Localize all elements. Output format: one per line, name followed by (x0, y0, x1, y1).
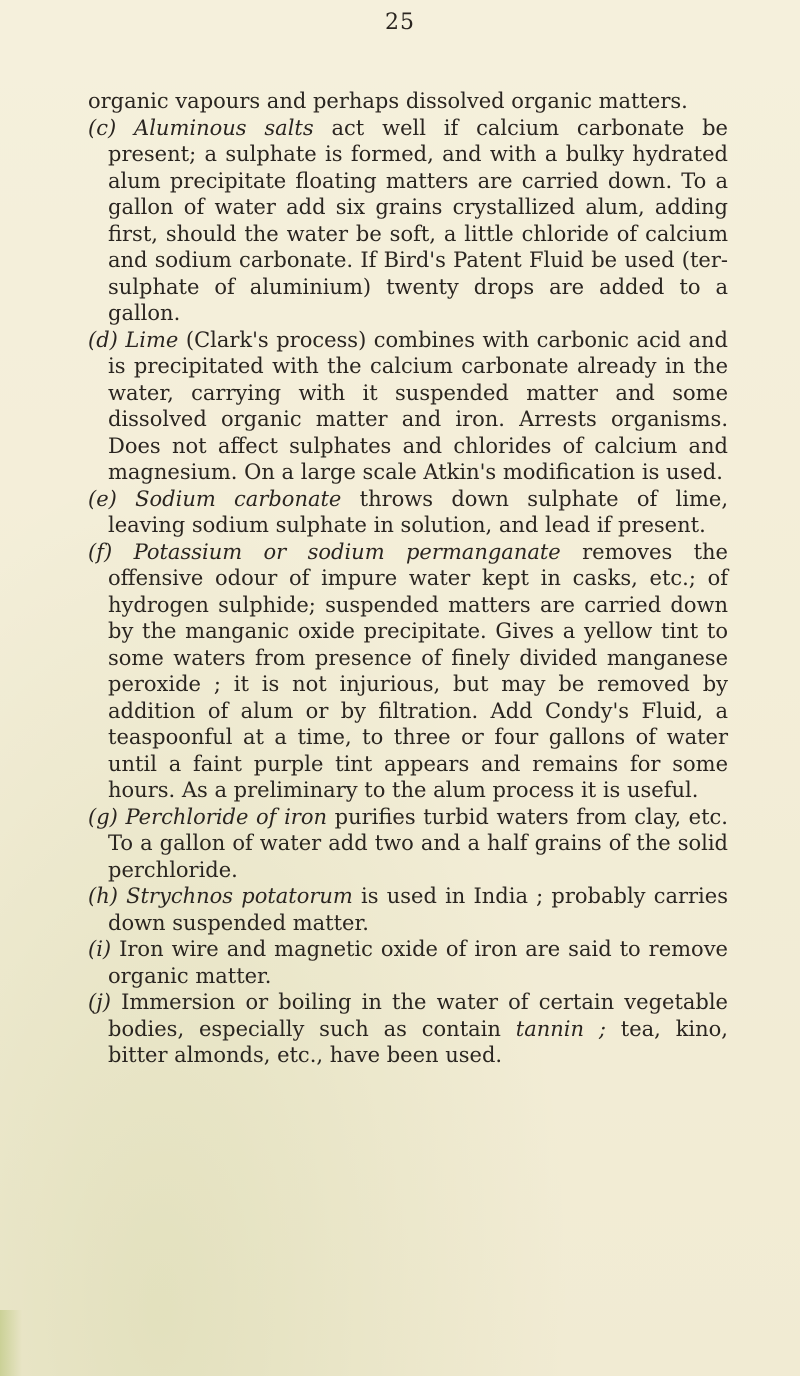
opening-paragraph: organic vapours and perhaps dissolved organic matters. (88, 89, 688, 113)
item-text: Iron wire and magnetic oxide of iron are said to remove organic matter. (108, 937, 728, 988)
item-term: Potassium or sodium permanganate (133, 539, 561, 564)
list-item-e (88, 486, 728, 539)
list-item-i (88, 936, 728, 989)
page-edge-stain (0, 1310, 22, 1376)
list-item-d (88, 327, 728, 486)
item-label: (j) (88, 990, 111, 1014)
item-label: (f) (88, 539, 113, 564)
item-text: throws down sulphate of lime, leaving sodium sulphate in solution, and lead if present. (108, 486, 729, 537)
list-item-c (88, 115, 728, 327)
item-term: Sodium carbonate (135, 486, 342, 511)
list-item-f (88, 539, 728, 804)
page-body (88, 88, 728, 1069)
item-text: Immersion or boiling in the water of certain vegetable bodies, especially such as contain (108, 990, 728, 1041)
item-text: (Clark's process) combines with carbonic acid and is precipitated with the calcium carbonate already in the water, carrying with it suspended matter and some dissolved organic matter and iron. Arrests organisms. Does not affect sulphates and chlorides of calcium and magnesium. On a large scale Atkin's modification is used. (108, 327, 728, 484)
item-label: (h) (88, 884, 118, 908)
item-term: Lime (125, 327, 179, 352)
item-text-continuation: tea, kino, bitter almonds, etc., have been used. (108, 1016, 728, 1067)
item-text: purifies turbid waters from clay, etc. To a gallon of water add two and a half grains of the solid perchloride. (108, 804, 728, 882)
item-text: act well if calcium carbonate be present; a sulphate is formed, and with a bulky hydrated alum precipitate floating matters are carried down. To a gallon of water add six grains crystallized alum, adding first, should the water be soft, a little chloride of calcium and sodium carbonate. If Bird's Patent Fluid be used (ter-sulphate of aluminium) twenty drops are added to a gallon. (108, 115, 728, 325)
item-label: (g) (88, 804, 118, 829)
page-number: 25 (385, 10, 415, 35)
item-label: (i) (88, 937, 112, 961)
item-term: Aluminous salts (134, 115, 314, 140)
item-label: (d) (88, 327, 118, 352)
item-term-tannin: tannin ; (515, 1016, 606, 1041)
list-item-j (88, 989, 728, 1069)
list-item-h (88, 883, 728, 936)
item-text: is used in India ; probably carries down suspended matter. (108, 884, 728, 935)
item-text: removes the offensive odour of impure water kept in casks, etc.; of hydrogen sulphide; suspended matters are carried down by the manganic oxide precipitate. Gives a yellow tint to some waters from presence of finely divided manganese peroxide ; it is not injurious, but may be removed by addition of alum or by filtration. Add Condy's Fluid, a teaspoonful at a time, to three or four gallons of water until a faint purple tint appears and remains for some hours. As a preliminary to the alum process it is useful. (108, 539, 728, 802)
item-label: (e) (88, 486, 117, 511)
list-item-g (88, 804, 728, 884)
item-label: (c) (88, 115, 117, 140)
item-term: Perchloride of iron (125, 804, 328, 829)
item-term: Strychnos potatorum (126, 884, 353, 908)
